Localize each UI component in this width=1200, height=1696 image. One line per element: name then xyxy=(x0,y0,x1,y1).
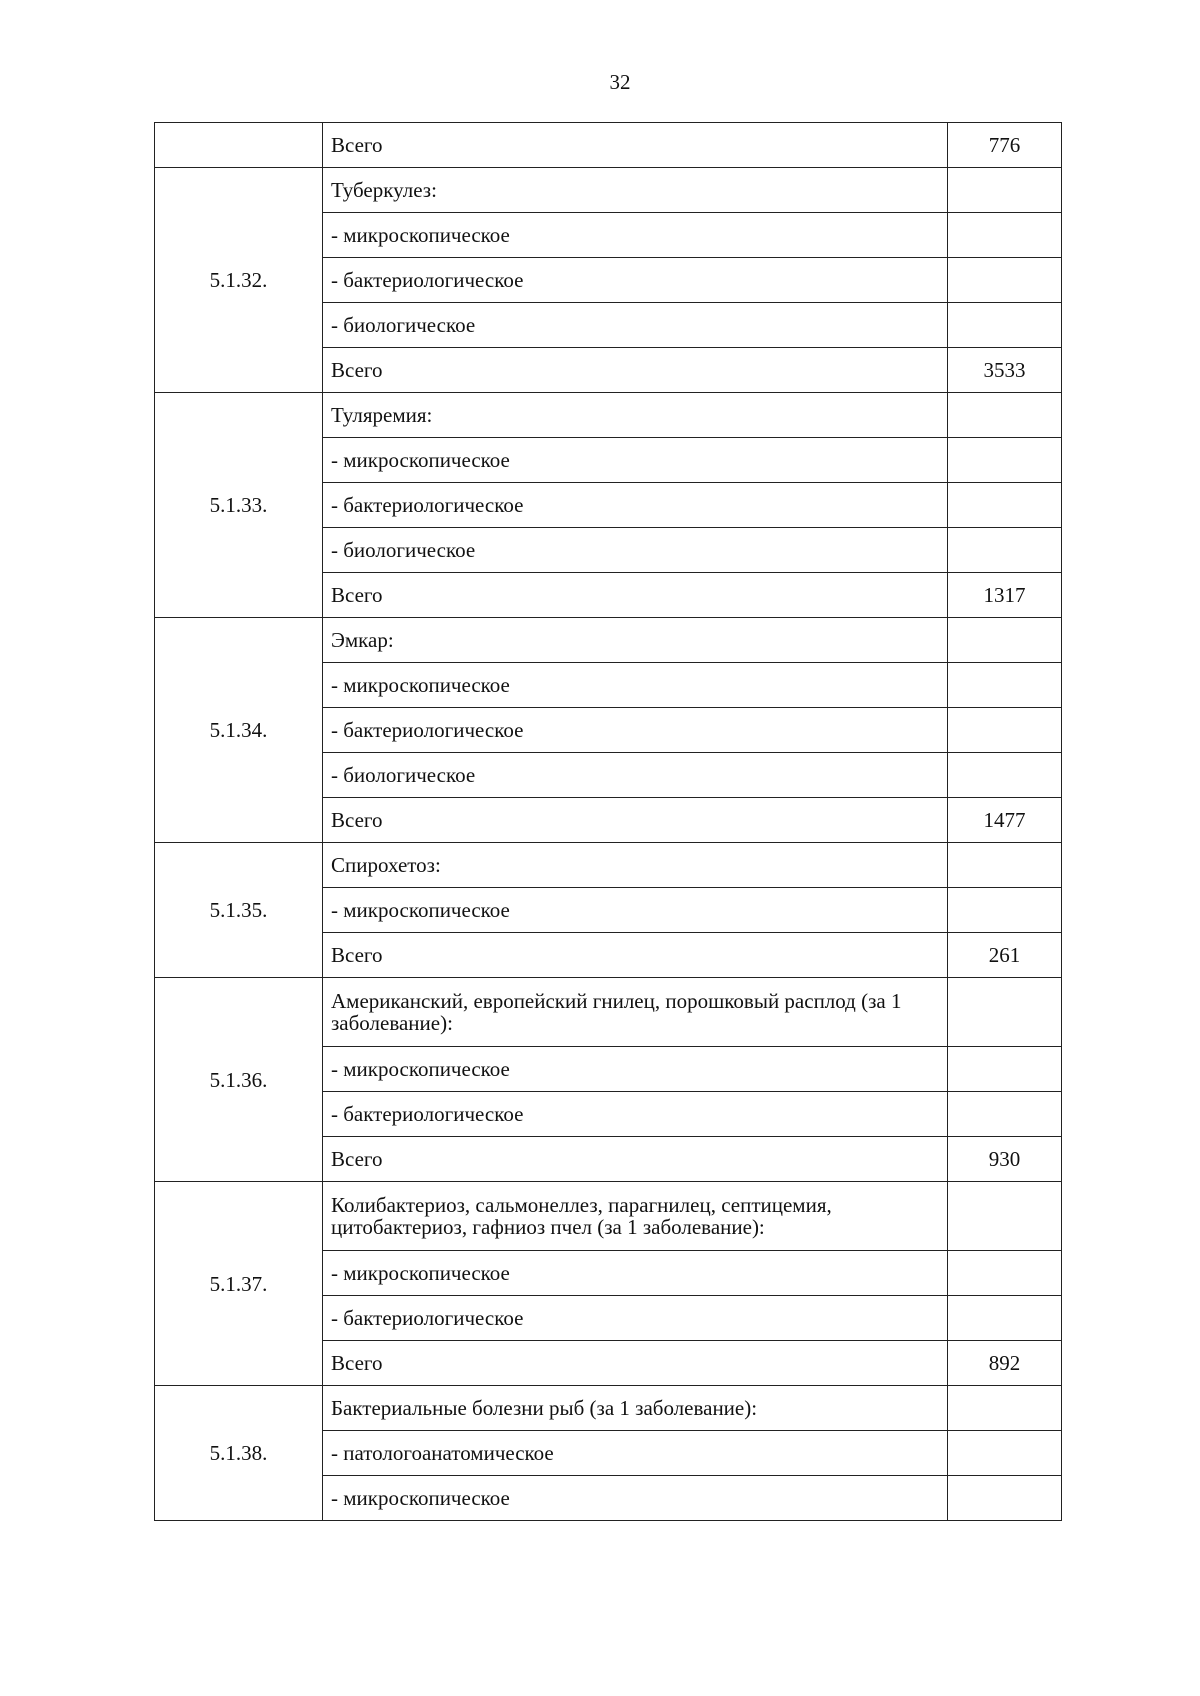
row-code-cell: 5.1.33. xyxy=(155,393,323,618)
table-row xyxy=(155,393,1062,438)
page-number: 32 xyxy=(609,70,631,94)
row-name-cell: - бактериологическое xyxy=(323,1092,948,1137)
table-row xyxy=(155,168,1062,213)
row-value-cell xyxy=(948,1431,1062,1476)
table-row xyxy=(155,618,1062,663)
row-name-cell: Туберкулез: xyxy=(323,168,948,213)
table-row xyxy=(155,843,1062,888)
row-code-cell: 5.1.38. xyxy=(155,1386,323,1521)
table-row xyxy=(155,123,1062,168)
row-value-cell xyxy=(948,753,1062,798)
row-name-cell: Бактериальные болезни рыб (за 1 заболевание): xyxy=(323,1386,948,1431)
row-code-cell: 5.1.37. xyxy=(155,1182,323,1386)
row-value-cell: 1477 xyxy=(948,798,1062,843)
row-name-cell: - бактериологическое xyxy=(323,1296,948,1341)
row-value-cell: 892 xyxy=(948,1341,1062,1386)
row-value-cell xyxy=(948,213,1062,258)
row-code-cell: 5.1.35. xyxy=(155,843,323,978)
row-value-cell xyxy=(948,663,1062,708)
row-name-cell: - микроскопическое xyxy=(323,213,948,258)
row-name-cell: Всего xyxy=(323,1341,948,1386)
row-value-cell xyxy=(948,978,1062,1047)
row-name-cell: - бактериологическое xyxy=(323,483,948,528)
row-value-cell xyxy=(948,618,1062,663)
table-row xyxy=(155,1182,1062,1251)
table-row xyxy=(155,1386,1062,1431)
row-value-cell xyxy=(948,843,1062,888)
row-name-cell: Американский, европейский гнилец, порошковый расплод (за 1 заболевание): xyxy=(323,978,948,1047)
row-value-cell xyxy=(948,1092,1062,1137)
row-value-cell xyxy=(948,708,1062,753)
row-value-cell: 3533 xyxy=(948,348,1062,393)
row-name-cell: Эмкар: xyxy=(323,618,948,663)
row-name-cell: - микроскопическое xyxy=(323,1047,948,1092)
row-code-cell: 5.1.34. xyxy=(155,618,323,843)
row-name-cell: Туляремия: xyxy=(323,393,948,438)
row-name-cell: Всего xyxy=(323,933,948,978)
row-name-cell: Спирохетоз: xyxy=(323,843,948,888)
row-name-cell: - биологическое xyxy=(323,528,948,573)
row-name-cell: Всего xyxy=(323,123,948,168)
row-value-cell: 930 xyxy=(948,1137,1062,1182)
row-code-cell xyxy=(155,123,323,168)
row-value-cell: 261 xyxy=(948,933,1062,978)
row-name-cell: - микроскопическое xyxy=(323,438,948,483)
row-name-cell: - микроскопическое xyxy=(323,663,948,708)
row-name-cell: - бактериологическое xyxy=(323,708,948,753)
row-name-cell: Всего xyxy=(323,1137,948,1182)
row-value-cell xyxy=(948,258,1062,303)
row-name-cell: - биологическое xyxy=(323,753,948,798)
row-value-cell xyxy=(948,1476,1062,1521)
row-name-cell: - микроскопическое xyxy=(323,1476,948,1521)
row-value-cell xyxy=(948,168,1062,213)
row-value-cell xyxy=(948,1182,1062,1251)
row-name-cell: - бактериологическое xyxy=(323,258,948,303)
row-value-cell xyxy=(948,1251,1062,1296)
row-name-cell: - биологическое xyxy=(323,303,948,348)
row-value-cell xyxy=(948,438,1062,483)
row-value-cell xyxy=(948,483,1062,528)
row-value-cell: 776 xyxy=(948,123,1062,168)
table-row xyxy=(155,978,1062,1047)
row-name-cell: Всего xyxy=(323,348,948,393)
row-name-cell: Колибактериоз, сальмонеллез, парагнилец, септицемия, цитобактериоз, гафниоз пчел (за 1 заболевание): xyxy=(323,1182,948,1251)
row-code-cell: 5.1.32. xyxy=(155,168,323,393)
row-value-cell xyxy=(948,1047,1062,1092)
row-value-cell: 1317 xyxy=(948,573,1062,618)
row-value-cell xyxy=(948,1386,1062,1431)
row-name-cell: - микроскопическое xyxy=(323,1251,948,1296)
price-table xyxy=(154,122,1062,1521)
row-name-cell: Всего xyxy=(323,573,948,618)
row-name-cell: - микроскопическое xyxy=(323,888,948,933)
row-code-cell: 5.1.36. xyxy=(155,978,323,1182)
row-name-cell: Всего xyxy=(323,798,948,843)
row-value-cell xyxy=(948,393,1062,438)
row-value-cell xyxy=(948,888,1062,933)
row-value-cell xyxy=(948,303,1062,348)
row-value-cell xyxy=(948,1296,1062,1341)
row-name-cell: - патологоанатомическое xyxy=(323,1431,948,1476)
row-value-cell xyxy=(948,528,1062,573)
